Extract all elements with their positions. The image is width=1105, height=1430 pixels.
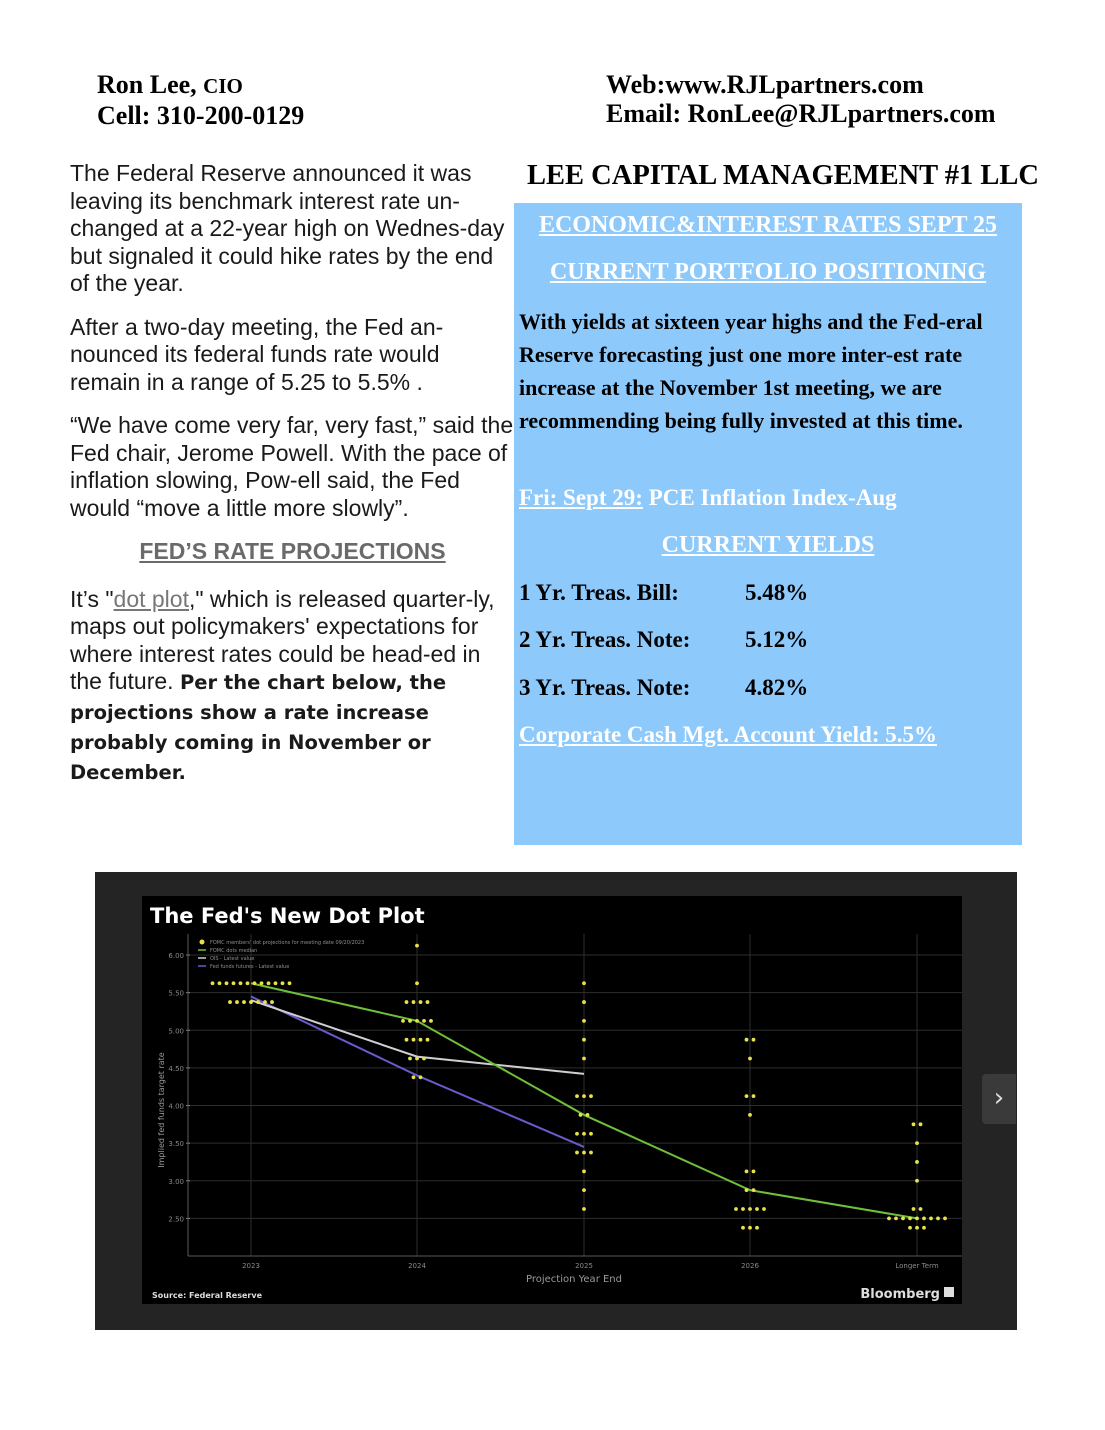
projection-dot — [589, 1151, 593, 1155]
projection-dot — [936, 1216, 940, 1220]
projection-dot — [218, 981, 222, 985]
projection-dot — [267, 981, 271, 985]
y-tick-label: 6.00 — [168, 952, 184, 961]
projection-dot — [752, 1188, 756, 1192]
projection-dot — [915, 1226, 919, 1230]
article-paragraph-1: The Federal Reserve announced it was leaving its benchmark interest rate un-changed at a 22-year high on Wednes-day but signaled it could hike rates by the end of the year. — [70, 160, 505, 296]
projection-dot — [582, 1169, 586, 1173]
projection-dot — [752, 1094, 756, 1098]
yield-value: 4.82% — [745, 675, 809, 700]
projection-dot — [415, 981, 419, 985]
projection-dot — [412, 1000, 416, 1004]
projection-dot — [745, 1169, 749, 1173]
y-tick-label: 4.00 — [168, 1102, 184, 1111]
event-date[interactable]: Fri: Sept 29: — [519, 485, 643, 510]
projection-dot — [752, 1038, 756, 1042]
projection-dot — [249, 1000, 253, 1004]
projection-dot — [894, 1216, 898, 1220]
projection-dot — [401, 1019, 405, 1023]
projection-dot — [901, 1216, 905, 1220]
cash-account-yield[interactable]: Corporate Cash Mgt. Account Yield: 5.5% — [519, 722, 937, 747]
projection-dot — [288, 981, 292, 985]
projection-dot — [748, 1226, 752, 1230]
projection-dot — [734, 1207, 738, 1211]
yields-heading[interactable]: CURRENT YIELDS — [661, 532, 875, 558]
x-tick-label: 2025 — [575, 1262, 593, 1270]
article-paragraph-3: “We have come very far, very fast,” said the Fed chair, Jerome Powell. With the pace of inflation slowing, Pow-ell said, the Fed would “move a little more slowly”. — [70, 412, 514, 521]
projection-dot — [745, 1094, 749, 1098]
projection-dot — [915, 1216, 919, 1220]
article-paragraph-4 — [70, 586, 515, 789]
y-tick-label: 3.00 — [168, 1177, 184, 1186]
projection-dot — [412, 1075, 416, 1079]
projection-dot — [415, 1019, 419, 1023]
contact-block-left — [97, 70, 304, 130]
yield-label: 3 Yr. Treas. Note: — [519, 675, 691, 700]
positioning-text: With yields at sixteen year highs and the Fed-eral Reserve forecasting just one more inter-est rate increase at the November 1st meeting, we are recommending being fully invested at this time. — [519, 309, 983, 433]
projection-dot — [755, 1207, 759, 1211]
sidebar-heading-positioning[interactable]: CURRENT PORTFOLIO POSITIONING — [549, 259, 987, 285]
projection-dot — [582, 1094, 586, 1098]
projection-dot — [748, 1057, 752, 1061]
rates-sidebar — [514, 203, 1022, 845]
projection-dot — [919, 1122, 923, 1126]
projection-dot — [755, 1226, 759, 1230]
projection-dot — [575, 1132, 579, 1136]
projection-dot — [228, 1000, 232, 1004]
projection-dot — [908, 1216, 912, 1220]
projection-dot — [908, 1226, 912, 1230]
projection-dot — [919, 1207, 923, 1211]
contact-block-right — [606, 70, 996, 128]
projection-dot — [429, 1019, 433, 1023]
projection-dot — [419, 1000, 423, 1004]
bloomberg-logo: Bloomberg — [860, 1287, 940, 1302]
projection-dot — [575, 1151, 579, 1155]
projection-dot — [582, 1000, 586, 1004]
x-axis-label: Projection Year End — [526, 1274, 622, 1285]
projection-dot — [253, 981, 257, 985]
projection-dot — [246, 981, 250, 985]
projection-dot — [274, 981, 278, 985]
legend-label: FOMC members' dot projections for meeting date 09/20/2023 — [210, 940, 365, 946]
projection-dot — [582, 1038, 586, 1042]
projection-dot — [263, 1000, 267, 1004]
projection-dot — [589, 1132, 593, 1136]
projection-dot — [915, 1160, 919, 1164]
projection-dot — [415, 944, 419, 948]
projection-dot — [408, 1057, 412, 1061]
dot-plot-chart — [142, 896, 962, 1304]
projection-dot — [405, 1038, 409, 1042]
projection-dot — [912, 1207, 916, 1211]
projection-dot — [745, 1188, 749, 1192]
projection-dot — [419, 1038, 423, 1042]
yield-row — [519, 580, 809, 606]
y-tick-label: 3.50 — [168, 1140, 184, 1149]
article-paragraph-2: After a two-day meeting, the Fed an-nounced its federal funds rate would remain in a range of 5.25 to 5.5% . — [70, 313, 444, 395]
projection-dot — [260, 981, 264, 985]
projection-dot — [741, 1207, 745, 1211]
projection-dot — [412, 1038, 416, 1042]
bloomberg-mark-icon — [944, 1287, 954, 1297]
y-axis-label: Implied fed funds target rate — [157, 1052, 166, 1168]
x-tick-label: 2023 — [242, 1262, 260, 1270]
y-tick-label: 4.50 — [168, 1064, 184, 1073]
y-tick-label: 5.50 — [168, 989, 184, 998]
projection-dot — [579, 1113, 583, 1117]
projection-dot — [225, 981, 229, 985]
projection-dot — [582, 1057, 586, 1061]
sidebar-heading-rates[interactable]: ECONOMIC&INTEREST RATES SEPT 25 — [538, 212, 998, 238]
author-title: CIO — [203, 74, 243, 98]
projection-dot — [422, 1057, 426, 1061]
projection-dot — [582, 1151, 586, 1155]
cell-phone: Cell: 310-200-0129 — [97, 101, 305, 130]
projection-dot — [256, 1000, 260, 1004]
p4-bold: Per the chart below, the projections show a rate increase probably coming in November or December. — [70, 671, 447, 784]
legend-marker — [200, 940, 205, 945]
projection-dot — [586, 1113, 590, 1117]
p4-pre: It’s " — [70, 585, 114, 612]
projection-dot — [745, 1038, 749, 1042]
legend-label: FOMC dots median — [210, 948, 258, 954]
projection-dot — [405, 1000, 409, 1004]
email[interactable]: Email: RonLee@RJLpartners.com — [606, 99, 996, 128]
projection-dot — [408, 1019, 412, 1023]
projection-dot — [762, 1207, 766, 1211]
projection-dot — [415, 1057, 419, 1061]
projection-dot — [887, 1216, 891, 1220]
projection-dot — [943, 1216, 947, 1220]
projection-dot — [915, 1141, 919, 1145]
chart-source: Source: Federal Reserve — [152, 1291, 262, 1300]
legend-label: OIS - Latest value — [210, 956, 255, 962]
yield-value: 5.12% — [745, 627, 809, 652]
projection-dot — [582, 1188, 586, 1192]
author-name: Ron Lee, — [97, 70, 197, 99]
projection-dot — [929, 1216, 933, 1220]
x-tick-label: 2026 — [741, 1262, 759, 1270]
projection-dot — [582, 1132, 586, 1136]
projection-dot — [582, 981, 586, 985]
projection-dot — [242, 1000, 246, 1004]
projection-dot — [589, 1094, 593, 1098]
projection-dot — [741, 1226, 745, 1230]
chevron-right-icon[interactable]: › — [982, 1074, 1016, 1124]
projection-dot — [211, 981, 215, 985]
projection-dot — [239, 981, 243, 985]
projection-dot — [748, 1207, 752, 1211]
dot-plot-svg — [142, 896, 962, 1304]
projection-dot — [419, 1075, 423, 1079]
company-name: LEE CAPITAL MANAGEMENT #1 LLC — [527, 160, 1040, 191]
y-tick-label: 2.50 — [168, 1215, 184, 1224]
x-tick-label: 2024 — [408, 1262, 426, 1270]
grid-layer — [168, 934, 962, 1270]
p4-post: ," which is released quarter-ly, maps out policymakers' expectations for where interest rates could be head-ed in the future. — [70, 585, 495, 694]
author-line — [97, 70, 304, 101]
projection-dot — [235, 1000, 239, 1004]
projection-dot — [752, 1169, 756, 1173]
projection-dot — [912, 1122, 916, 1126]
projection-dot — [270, 1000, 274, 1004]
dot-plot-link[interactable]: dot plot — [113, 585, 189, 612]
projection-dot — [915, 1179, 919, 1183]
website[interactable]: Web:www.RJLpartners.com — [606, 70, 924, 99]
section-title: FED’S RATE PROJECTIONS — [139, 538, 446, 564]
projection-dot — [426, 1000, 430, 1004]
chart-title: The Fed's New Dot Plot — [150, 904, 425, 928]
projection-dot — [575, 1094, 579, 1098]
projection-dot — [922, 1226, 926, 1230]
event-line — [519, 485, 897, 511]
yield-row — [519, 627, 809, 653]
yield-value: 5.48% — [745, 580, 809, 605]
projection-dot — [748, 1113, 752, 1117]
projection-dot — [582, 1019, 586, 1023]
legend-label: Fed funds futures - Latest value — [210, 964, 290, 970]
projection-dot — [922, 1216, 926, 1220]
yield-label: 1 Yr. Treas. Bill: — [519, 580, 679, 605]
projection-dot — [426, 1038, 430, 1042]
yield-label: 2 Yr. Treas. Note: — [519, 627, 691, 652]
projection-dot — [582, 1207, 586, 1211]
y-tick-label: 5.00 — [168, 1027, 184, 1036]
article-column — [70, 160, 515, 804]
projection-dot — [422, 1019, 426, 1023]
x-tick-label: Longer Term — [895, 1262, 939, 1270]
event-name: PCE Inflation Index-Aug — [642, 485, 897, 510]
projection-dot — [232, 981, 236, 985]
dot-layer — [211, 944, 947, 1230]
projection-dot — [281, 981, 285, 985]
yield-row — [519, 675, 809, 701]
